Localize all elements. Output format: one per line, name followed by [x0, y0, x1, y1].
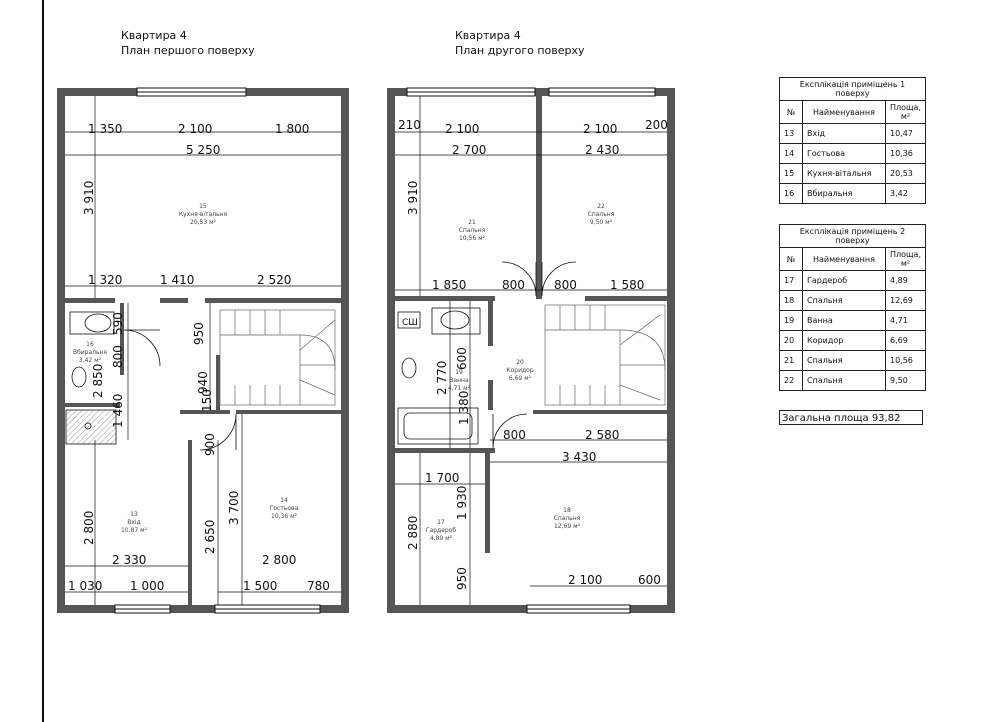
room-name: Кухня-вітальня — [178, 211, 228, 218]
room-number: 22 — [597, 203, 605, 210]
plan1-subtitle: План першого поверху — [121, 44, 255, 57]
p2-dim-15: 800 — [503, 428, 526, 442]
p1-dim-16: 900 — [203, 433, 217, 456]
room-area: 12,69 м² — [553, 523, 581, 530]
col-header-no: № — [780, 101, 803, 124]
p2-dim-11: 1 580 — [610, 278, 645, 292]
p1-dim-1: 1 350 — [88, 122, 123, 136]
row-name: Вхід — [803, 124, 886, 144]
row-name: Коридор — [803, 331, 886, 351]
room-area: 9,50 м² — [589, 219, 613, 226]
p2-dim-13: 2 770 — [435, 360, 449, 395]
area-label: Площа, — [889, 103, 921, 112]
p1-dim-12: 2 850 — [91, 363, 105, 398]
row-area: 9,50 — [885, 371, 925, 391]
room-number: 14 — [280, 497, 288, 504]
p2-dim-12: 600 — [455, 347, 469, 370]
col-header-name: Найменування — [803, 101, 886, 124]
p1-room-16 — [73, 341, 107, 364]
p1-dim-25: 780 — [307, 579, 330, 593]
p1-dim-10: 590 — [111, 312, 125, 335]
p2-dim-6: 2 430 — [585, 143, 620, 157]
total-area: Загальна площа 93,82 — [779, 410, 923, 425]
row-no: 17 — [780, 271, 803, 291]
p2-dim-18: 1 700 — [425, 471, 460, 485]
col-header-area — [885, 248, 925, 271]
room-name: Спальня — [587, 211, 615, 218]
p1-dim-2: 2 100 — [178, 122, 213, 136]
p1-dim-21: 2 800 — [262, 553, 297, 567]
p2-dim-20: 2 880 — [406, 515, 420, 550]
room-name: Коридор — [506, 367, 534, 374]
room-name: Спальня — [458, 227, 486, 234]
p1-dim-13: 1 460 — [111, 393, 125, 428]
p1-dim-17: 2 800 — [82, 510, 96, 545]
row-no: 19 — [780, 311, 803, 331]
room-number: 18 — [563, 507, 571, 514]
p2-dim-4: 200 — [645, 118, 668, 132]
row-area: 4,89 — [885, 271, 925, 291]
col-header-no: № — [780, 248, 803, 271]
p2-dim-22: 2 100 — [568, 573, 603, 587]
p1-dim-9: 950 — [192, 322, 206, 345]
row-no: 18 — [780, 291, 803, 311]
p2-dim-17: 3 430 — [562, 450, 597, 464]
p2-dim-8: 1 850 — [432, 278, 467, 292]
area-unit: м² — [900, 259, 911, 268]
row-area: 6,69 — [885, 331, 925, 351]
row-no: 22 — [780, 371, 803, 391]
p1-dim-19: 2 650 — [203, 519, 217, 554]
p2-dim-2: 2 100 — [445, 122, 480, 136]
col-header-area — [885, 101, 925, 124]
row-no: 14 — [780, 144, 803, 164]
p2-dim-3: 2 100 — [583, 122, 618, 136]
p2-room-17 — [426, 519, 456, 542]
p1-dim-8: 2 520 — [257, 273, 292, 287]
plan1-windows — [115, 88, 320, 613]
row-name: Спальня — [803, 351, 886, 371]
p1-dim-20: 3 700 — [227, 490, 241, 525]
plan1-title: Квартира 4 — [121, 29, 187, 42]
p1-dim-5: 3 910 — [82, 180, 96, 215]
table-row — [780, 271, 926, 291]
p1-dim-15: 150 — [200, 389, 214, 412]
row-no: 20 — [780, 331, 803, 351]
room-area: 4,71 м² — [447, 385, 471, 392]
p2-room-21 — [459, 219, 486, 242]
row-area: 10,47 — [885, 124, 925, 144]
room-area: 6,69 м² — [508, 375, 532, 382]
explication-table-floor1 — [779, 77, 926, 204]
row-area: 20,53 — [885, 164, 925, 184]
table-caption: Експлікація приміщень 1 поверху — [780, 78, 926, 101]
p2-label-sh: СШ — [402, 318, 418, 328]
p1-room-13 — [121, 511, 148, 534]
p1-dim-7: 1 410 — [160, 273, 195, 287]
room-area: 10,56 м² — [458, 235, 486, 242]
p2-dim-9: 800 — [502, 278, 525, 292]
p1-dim-3: 1 800 — [275, 122, 310, 136]
row-area: 12,69 — [885, 291, 925, 311]
p1-dim-4: 5 250 — [186, 143, 221, 157]
row-area: 4,71 — [885, 311, 925, 331]
row-area: 10,56 — [885, 351, 925, 371]
table-row — [780, 164, 926, 184]
p2-room-19 — [448, 369, 471, 392]
room-area: 4,89 м² — [429, 535, 453, 542]
room-name: Гостьова — [269, 505, 299, 512]
table-row — [780, 371, 926, 391]
room-number: 15 — [199, 203, 207, 210]
row-name: Вбиральня — [803, 184, 886, 204]
p2-dim-1: 210 — [398, 118, 421, 132]
explication-table-floor2 — [779, 224, 926, 391]
room-number: 13 — [130, 511, 138, 518]
p2-dim-5: 2 700 — [452, 143, 487, 157]
row-name: Гостьова — [803, 144, 886, 164]
room-area: 3,42 м² — [78, 357, 102, 364]
row-no: 13 — [780, 124, 803, 144]
room-number: 21 — [468, 219, 476, 226]
row-area: 10,36 — [885, 144, 925, 164]
room-number: 19 — [455, 369, 463, 376]
table-row — [780, 311, 926, 331]
plan1-stairs — [220, 310, 335, 405]
p1-room-15 — [179, 203, 228, 226]
room-area: 10,87 м² — [120, 527, 148, 534]
table-row — [780, 291, 926, 311]
p2-dim-21: 950 — [455, 567, 469, 590]
row-no: 16 — [780, 184, 803, 204]
p2-dim-7: 3 910 — [406, 180, 420, 215]
row-no: 15 — [780, 164, 803, 184]
col-header-name: Найменування — [803, 248, 886, 271]
p2-room-22 — [588, 203, 615, 226]
p2-dim-23: 600 — [638, 573, 661, 587]
p1-dim-14: 940 — [196, 371, 210, 394]
table-row — [780, 184, 926, 204]
table-row — [780, 124, 926, 144]
p1-dim-22: 1 030 — [68, 579, 103, 593]
area-label: Площа, — [889, 250, 921, 259]
table-row — [780, 144, 926, 164]
p2-room-18 — [554, 507, 581, 530]
plan2-title: Квартира 4 — [455, 29, 521, 42]
room-area: 20,53 м² — [189, 219, 217, 226]
row-name: Гардероб — [803, 271, 886, 291]
row-area: 3,42 — [885, 184, 925, 204]
table-row — [780, 331, 926, 351]
room-name: Вбиральня — [72, 349, 108, 356]
room-area: 10,36 м² — [270, 513, 298, 520]
p1-dim-11: 800 — [111, 345, 125, 368]
p2-dim-19: 1 930 — [455, 485, 469, 520]
room-number: 16 — [86, 341, 94, 348]
plan1-drawing — [57, 88, 349, 613]
p1-dim-18: 2 330 — [112, 553, 147, 567]
p2-dim-14: 1 380 — [457, 390, 471, 425]
p1-dim-24: 1 500 — [243, 579, 278, 593]
p2-dim-16: 2 580 — [585, 428, 620, 442]
row-name: Спальня — [803, 291, 886, 311]
plan2-drawing — [387, 88, 675, 613]
room-number: 17 — [437, 519, 445, 526]
table-row — [780, 351, 926, 371]
p2-room-20 — [506, 359, 533, 382]
room-name: Ванна — [449, 377, 469, 384]
plan2-subtitle: План другого поверху — [455, 44, 585, 57]
area-unit: м² — [900, 112, 911, 121]
plan2-stairs — [545, 305, 665, 405]
room-name: Спальня — [553, 515, 581, 522]
room-name: Гардероб — [425, 527, 457, 534]
p2-dim-10: 800 — [554, 278, 577, 292]
table-caption: Експлікація приміщень 2 поверху — [780, 225, 926, 248]
room-name: Вхід — [127, 519, 141, 526]
p1-dim-23: 1 000 — [130, 579, 165, 593]
row-name: Ванна — [803, 311, 886, 331]
row-name: Кухня-вітальня — [803, 164, 886, 184]
p1-room-14 — [270, 497, 299, 520]
p1-dim-6: 1 320 — [88, 273, 123, 287]
row-no: 21 — [780, 351, 803, 371]
room-number: 20 — [516, 359, 524, 366]
row-name: Спальня — [803, 371, 886, 391]
